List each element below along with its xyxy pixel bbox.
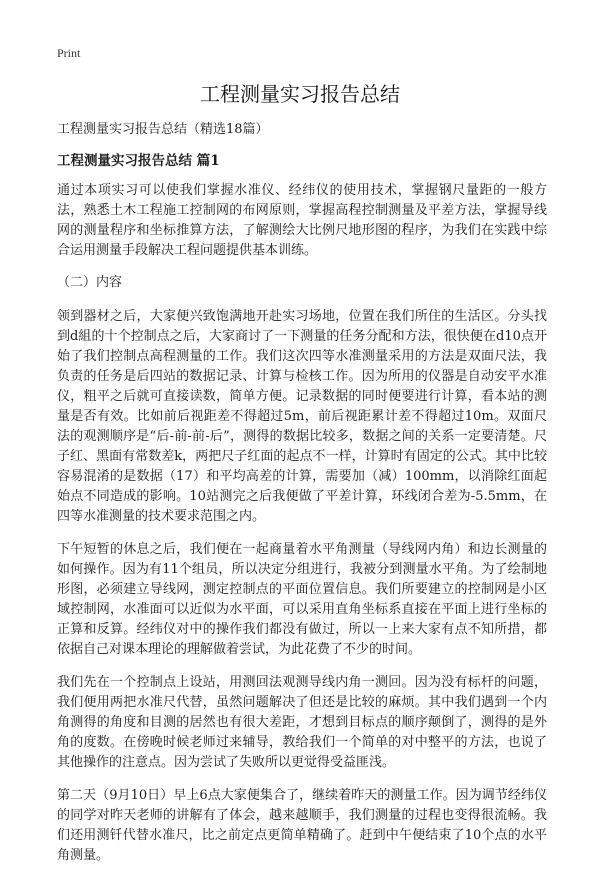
body-paragraph: 下午短暂的休息之后，我们便在一起商量着水平角测量（导线网内角）和边长测量的如何操作。因为有11个组员，所以决定分组进行，我被分到测量水平角。为了绘制地形图，必须建立导线网，测定控制点的平面位置信息。我们所要建立的控制网是小区域控制网，水准面可以近似为水平面，可以采用直角坐标系直接在平面上进行坐标的正算和反算。经纬仪对中的操作我们都没有做过，所以一上来大家有点不知所措，都依据自己对课本理论的理解做着尝试，为此花费了不少的时间。: [57, 542, 547, 657]
content-heading: （二）内容: [57, 275, 123, 290]
intro-paragraph: 通过本项实习可以使我们掌握水准仪、经纬仪的使用技术，掌握钢尺量距的一般方法，熟悉土木工程施工控制网的布网原则，掌握高程控制测量及平差方法，掌握导线网的测量程序和坐标推算方法，了解测绘大比例尺地形图的程序，为我们在实践中综合运用测量手段解决工程问题提供基本训练。: [57, 183, 547, 258]
page-title: 工程测量实习报告总结: [200, 82, 400, 106]
print-label: Print: [57, 46, 81, 60]
document-body: [57, 120, 547, 879]
document-subtitle: 工程测量实习报告总结（精选18篇）: [57, 122, 269, 137]
body-paragraph: 领到器材之后，大家便兴致饱满地开赴实习场地，位置在我们所住的生活区。分头找到d組的十个控制点之后，大家商讨了一下测量的任务分配和方法，很快便在d10点开始了我们控制点高程测量的工作。我们这次四等水准测量采用的方法是双面尺法，我负责的任务是后四站的数据记录、计算与检核工作。因为所用的仪器是自动安平水准仪，粗平之后就可直接读数，简单方便。记录数据的同时便要进行计算，看本站的测量是否有效。比如前后视距差不得超过5m，前后视距累计差不得超过10m。双面尺法的观测顺序是“后-前-前-后”，测得的数据比较多，数据之间的关系一定要清楚。尺子红、黑面有常数差k，两把尺子红面的起点不一样，计算时有固定的公式。其中比较容易混淆的是数据（17）和平均高差的计算，需要加（减）100mm，以消除红面起始点不同造成的影响。10站测完之后我便做了平差计算，环线闭合差为-5.5mm，在四等水准测量的技术要求范围之内。: [57, 309, 547, 524]
body-paragraph: 我们先在一个控制点上设站，用测回法观测导线内角一测回。因为没有标杆的问题，我们便用两把水准尺代替，虽然问题解决了但还是比较的麻烦。其中我们遇到一个内角测得的角度和目测的居然也有很大差距，才想到目标点的顺序颠倒了，测得的是外角的度数。在傍晚时候老师过来辅导，教给我们一个简单的对中整平的方法，也说了其他操作的注意点。因为尝试了失败所以更觉得受益匪浅。: [57, 675, 547, 770]
section-heading: 工程测量实习报告总结 篇1: [57, 153, 220, 169]
body-paragraph: 第二天（9月10日）早上6点大家便集合了，继续着昨天的测量工作。因为调节经纬仪的同学对昨天老师的讲解有了体会，越来越顺手，我们测量的过程也变得很流畅。我们还用测钎代替水准尺，比之前定点更简单精确了。赶到中午便结束了10个点的水平角测量。: [57, 788, 547, 863]
